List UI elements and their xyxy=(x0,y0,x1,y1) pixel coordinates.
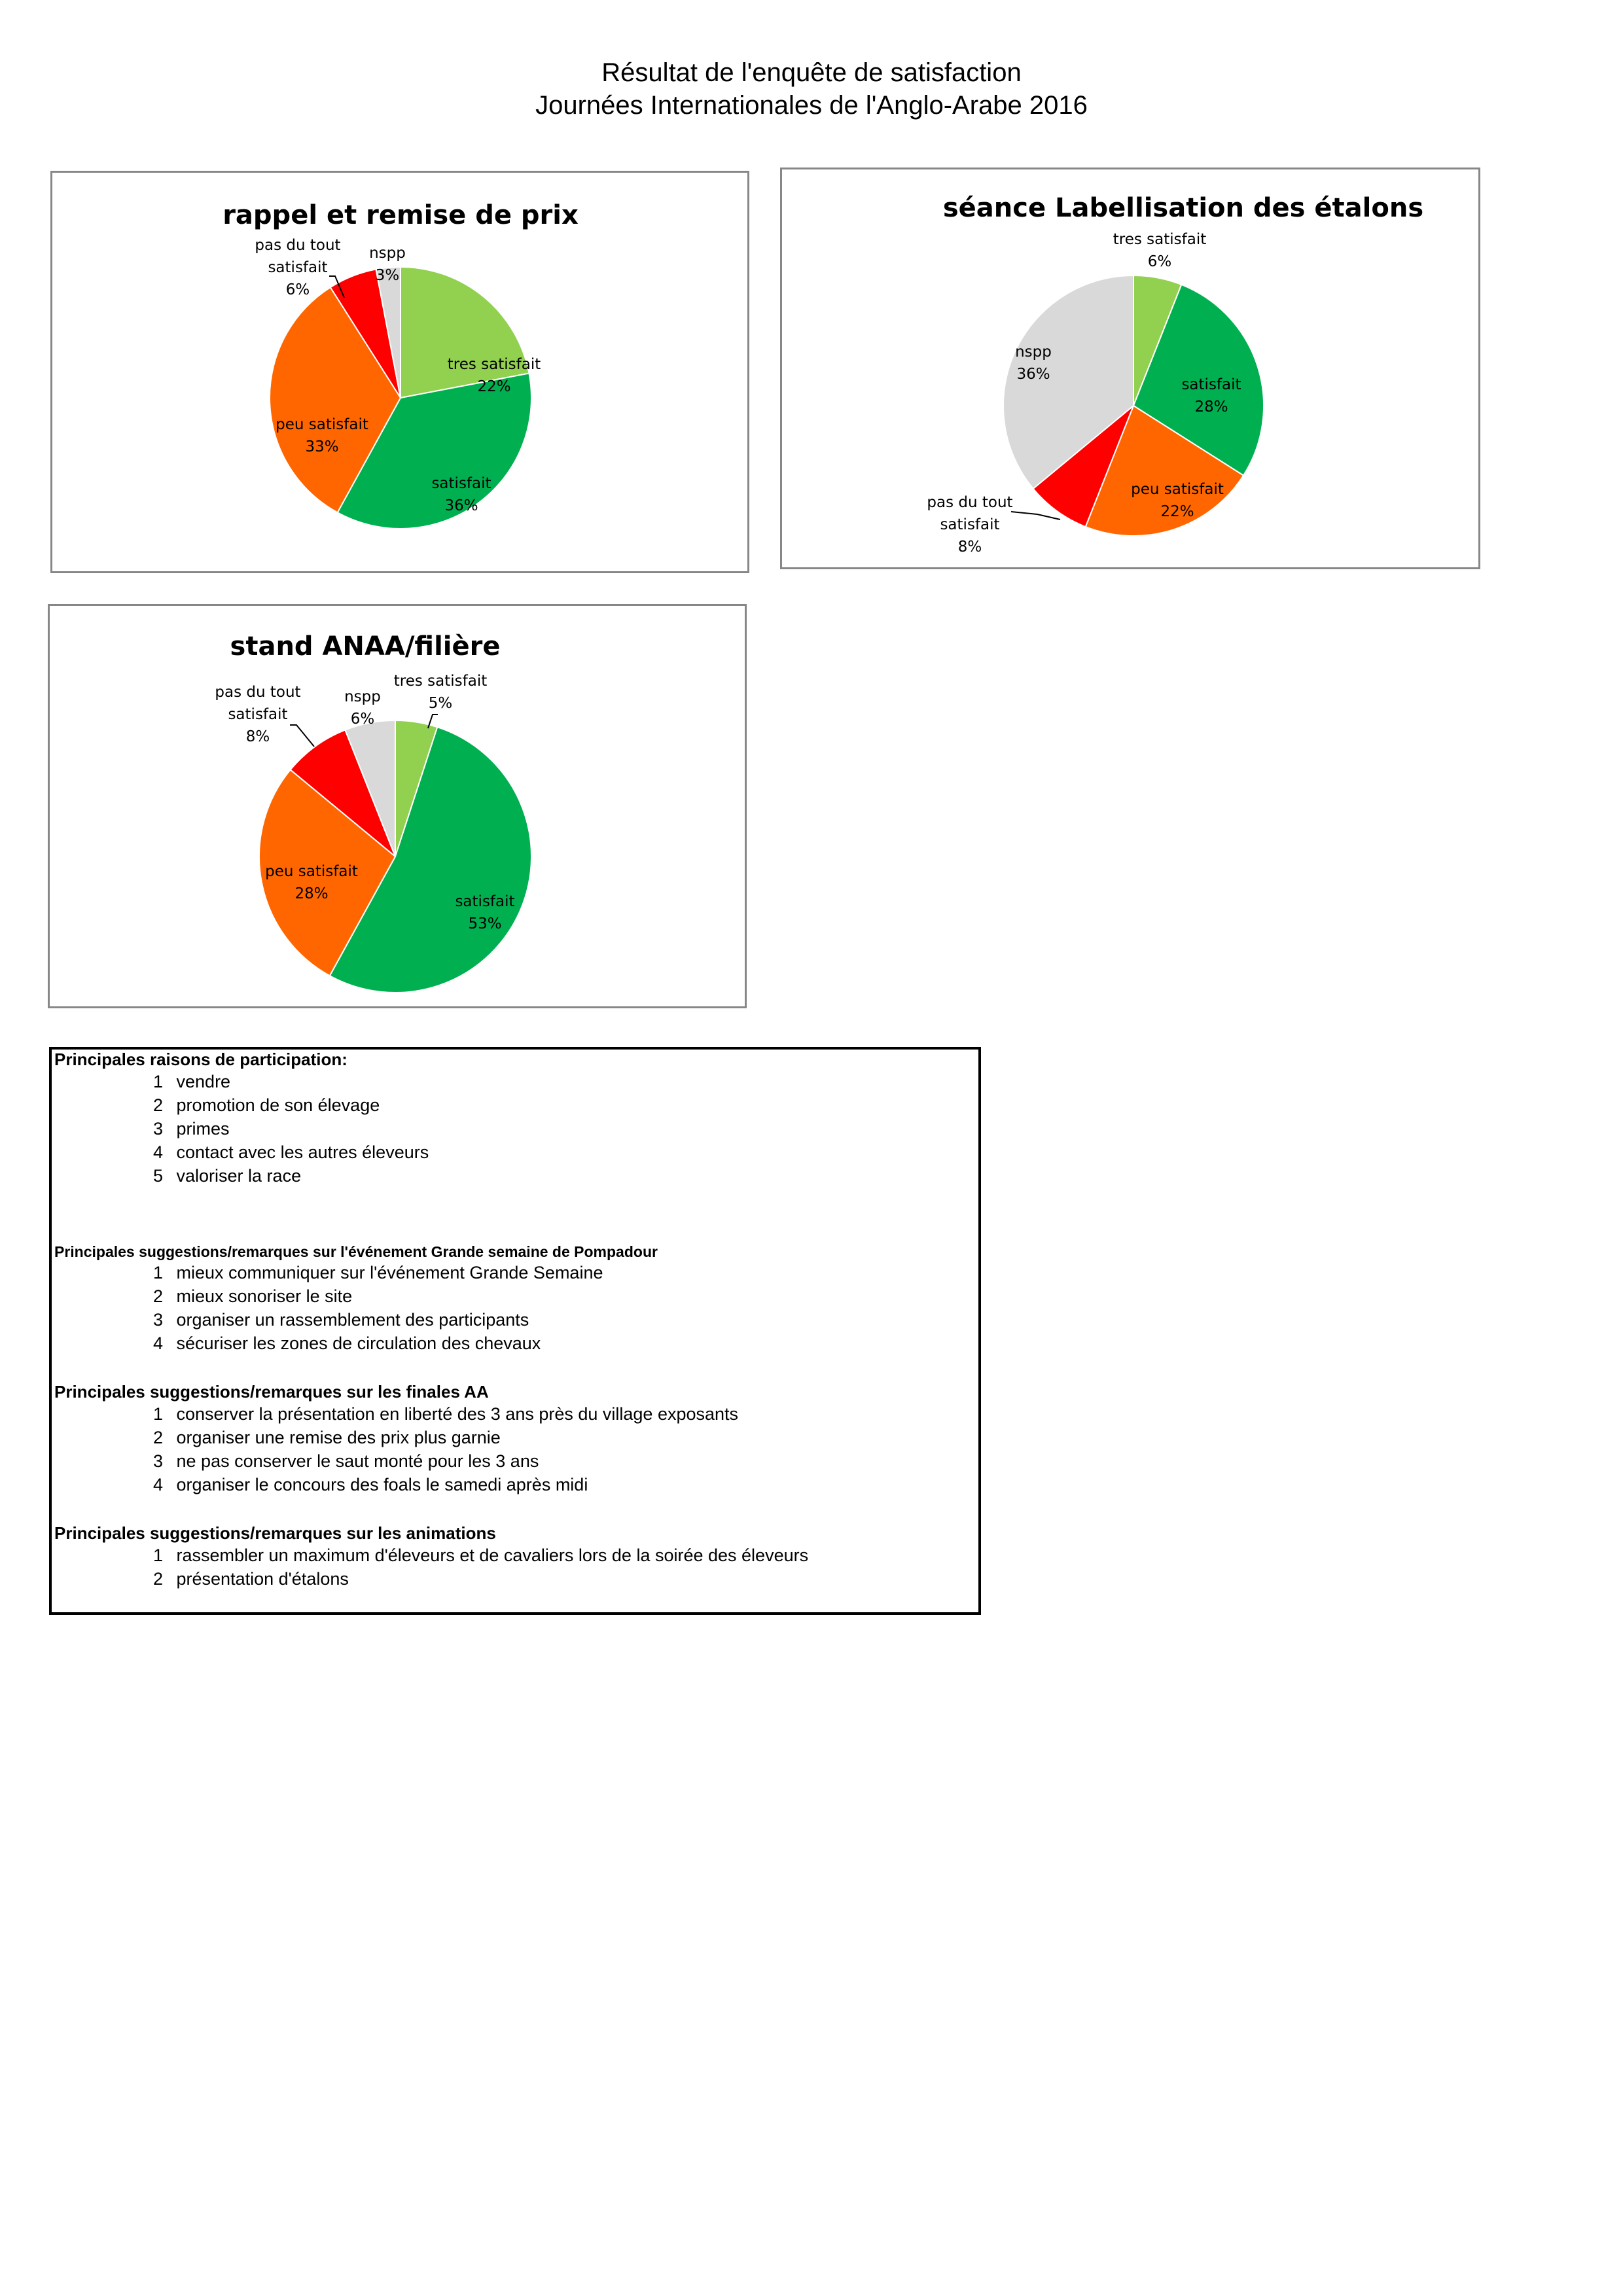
list-item xyxy=(153,1166,301,1186)
chart-title: stand ANAA/filière xyxy=(230,631,501,662)
chart-seance-labellisation xyxy=(780,168,1480,569)
slice-label-nspp: nspp 36% xyxy=(1015,344,1052,383)
item-number: 2 xyxy=(153,1428,164,1447)
item-number: 1 xyxy=(153,1072,164,1091)
chart-title: séance Labellisation des étalons xyxy=(942,193,1424,223)
section-heading-participation: Principales raisons de participation: xyxy=(54,1050,348,1069)
list-item xyxy=(153,1404,738,1424)
item-number: 5 xyxy=(153,1166,164,1186)
slice-label-tres-satisfait: tres satisfait 6% xyxy=(1113,231,1207,270)
list-item xyxy=(153,1428,501,1448)
pie-chart-rappel-remise-prix xyxy=(52,173,751,575)
item-text: organiser une remise des prix plus garnie xyxy=(176,1428,501,1447)
item-text: ne pas conserver le saut monté pour les 3 ans xyxy=(176,1451,539,1471)
item-number: 3 xyxy=(153,1451,164,1471)
slice-label-nspp: nspp 3% xyxy=(369,245,406,284)
slice-label-peu-satisfait: peu satisfait 22% xyxy=(1131,481,1224,520)
slice-label-nspp: nspp 6% xyxy=(344,688,381,728)
list-item xyxy=(153,1072,230,1092)
chart-rappel-remise-prix xyxy=(50,171,749,573)
item-number: 1 xyxy=(153,1404,164,1424)
page-title xyxy=(0,56,1623,122)
chart-title: rappel et remise de prix xyxy=(223,200,579,230)
slice-label-peu-satisfait: peu satisfait 33% xyxy=(276,416,368,455)
list-item xyxy=(153,1263,603,1283)
leader-line-pas-du-tout-satisfait xyxy=(1011,512,1060,520)
chart-stand-anaa xyxy=(48,604,747,1008)
list-item xyxy=(153,1286,352,1307)
pie-chart-stand-anaa xyxy=(50,606,749,1010)
list-item xyxy=(153,1142,429,1163)
item-number: 4 xyxy=(153,1475,164,1494)
item-number: 3 xyxy=(153,1310,164,1330)
item-number: 3 xyxy=(153,1119,164,1139)
section-heading-finales-aa: Principales suggestions/remarques sur les finales AA xyxy=(54,1382,489,1402)
item-text: valoriser la race xyxy=(176,1166,302,1186)
item-text: rassembler un maximum d'éleveurs et de cavaliers lors de la soirée des éleveurs xyxy=(176,1545,809,1565)
item-text: organiser un rassemblement des participants xyxy=(176,1310,529,1330)
item-number: 4 xyxy=(153,1333,164,1353)
slice-label-pas-du-tout-satisfait: pas du tout satisfait 8% xyxy=(927,494,1013,556)
slice-label-pas-du-tout-satisfait: pas du tout satisfait 8% xyxy=(215,684,301,745)
item-text: mieux sonoriser le site xyxy=(176,1286,353,1306)
list-item xyxy=(153,1119,230,1139)
section-heading-pompadour: Principales suggestions/remarques sur l'événement Grande semaine de Pompadour xyxy=(54,1243,658,1260)
item-text: conserver la présentation en liberté des 3 ans près du village exposants xyxy=(176,1404,739,1424)
page-title-line-2: Journées Internationales de l'Anglo-Arabe 2016 xyxy=(535,91,1088,120)
item-text: promotion de son élevage xyxy=(176,1095,380,1115)
item-number: 2 xyxy=(153,1569,164,1589)
slice-label-satisfait: satisfait 36% xyxy=(431,475,491,514)
item-text: présentation d'étalons xyxy=(176,1569,349,1589)
slice-label-tres-satisfait: tres satisfait 5% xyxy=(393,673,488,712)
list-item xyxy=(153,1333,541,1354)
survey-remarks-box xyxy=(49,1047,981,1615)
slice-label-peu-satisfait: peu satisfait 28% xyxy=(265,863,358,902)
list-item xyxy=(153,1310,529,1330)
list-item xyxy=(153,1545,808,1566)
item-number: 2 xyxy=(153,1095,164,1115)
list-item xyxy=(153,1095,380,1116)
slice-label-pas-du-tout-satisfait: pas du tout satisfait 6% xyxy=(255,237,341,298)
item-text: vendre xyxy=(176,1072,231,1091)
list-item xyxy=(153,1569,349,1589)
item-number: 1 xyxy=(153,1263,164,1282)
item-number: 1 xyxy=(153,1545,164,1565)
slice-label-satisfait: satisfait 53% xyxy=(455,893,515,932)
pie-chart-seance-labellisation xyxy=(782,169,1482,571)
slice-label-satisfait: satisfait 28% xyxy=(1181,376,1241,415)
leader-line-pas-du-tout-satisfait xyxy=(290,725,314,747)
item-number: 4 xyxy=(153,1142,164,1162)
item-number: 2 xyxy=(153,1286,164,1306)
list-item xyxy=(153,1451,539,1472)
item-text: organiser le concours des foals le samedi après midi xyxy=(176,1475,588,1494)
page-title-line-1: Résultat de l'enquête de satisfaction xyxy=(601,58,1022,87)
slice-label-tres-satisfait: tres satisfait 22% xyxy=(447,356,541,395)
item-text: mieux communiquer sur l'événement Grande Semaine xyxy=(176,1263,603,1282)
item-text: contact avec les autres éleveurs xyxy=(176,1142,429,1162)
item-text: sécuriser les zones de circulation des chevaux xyxy=(176,1333,541,1353)
item-text: primes xyxy=(176,1119,230,1139)
section-heading-animations: Principales suggestions/remarques sur les animations xyxy=(54,1523,496,1543)
list-item xyxy=(153,1475,588,1495)
